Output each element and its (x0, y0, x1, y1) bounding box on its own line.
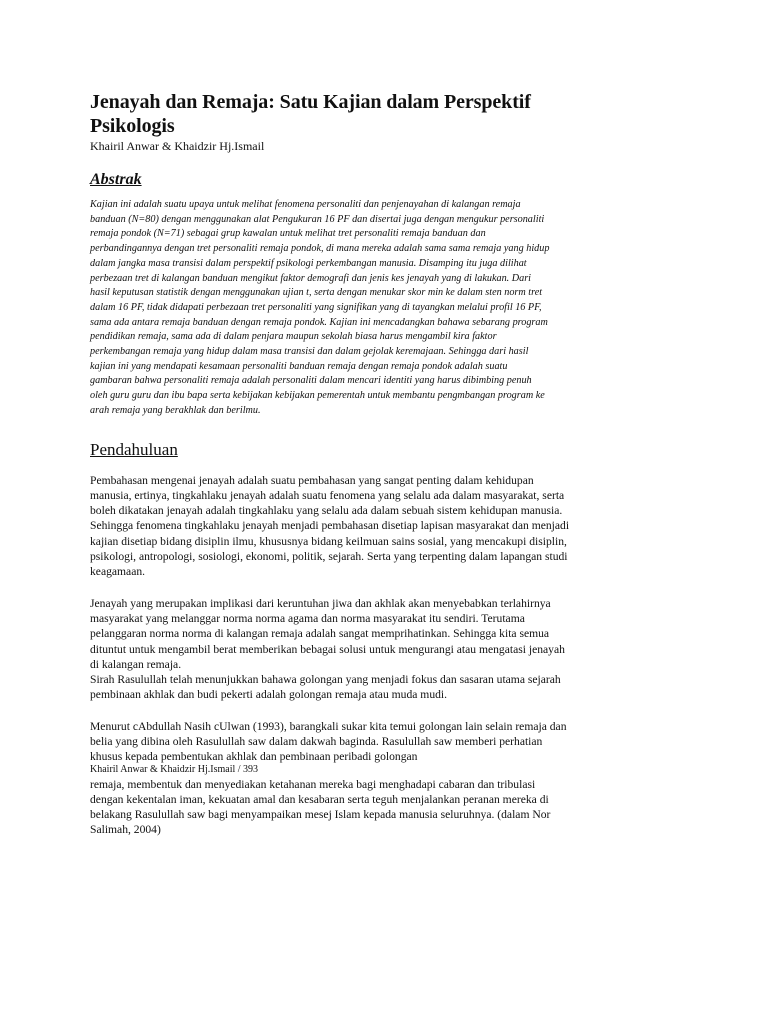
section-heading: Pendahuluan (90, 439, 178, 459)
authors-line: Khairil Anwar & Khaidzir Hj.Ismail (90, 139, 265, 153)
abstract-text: Kajian ini adalah suatu upaya untuk melihat fenomena personaliti dan penjenayahan di kalangan remaja banduan (N=80) dengan menggunakan alat Pengukuran 16 PF dan disertai juga dengan mengukur personaliti remaja pondok (N=71) sebagai grup kawalan untuk melihat tret personaliti remaja banduan dan perbandingannya dengan tret personaliti remaja pondok, di mana mereka adalah sama sama remaja yang hidup dalam jangka masa transisi dalam perspektif psikologi perkembangan manusia. Disamping itu juga dilihat perbezaan tret di kalangan banduan mengikut faktor demografi dan jenis kes jenayah yang di lakukan. Dari hasil keputusan statistik dengan menggunakan ujian t, serta dengan menukar skor min ke dalam sten norm tret dalam 16 PF, tidak didapati perbezaan tret personaliti yang signifikan yang di tayangkan melalui profil 16 PF, sama ada antara remaja banduan dengan remaja pondok. Kajian ini mencadangkan bahawa sebarang program pendidikan remaja, sama ada di dalam penjara maupun sekolah biasa harus mengambil kira faktor perkembangan remaja yang hidup dalam masa transisi dan dalam gejolak keremajaan. Sehingga dari hasil kajian ini yang mendapati kesamaan personaliti banduan remaja dengan remaja pondok adalah suatu gambaran bahwa personaliti remaja adalah personaliti dalam mencari identiti yang harus dibimbing penuh oleh guru guru dan ibu bapa serta kebijakan kebijakan pemerentah untuk membantu pengmbangan program ke arah remaja yang berakhlak dan berilmu. (90, 199, 550, 416)
abstract-heading: Abstrak (90, 171, 142, 188)
page-footer: Khairil Anwar & Khaidzir Hj.Ismail / 393 (90, 763, 259, 775)
paragraph: Pembahasan mengenai jenayah adalah suatu pembahasan yang sangat penting dalam kehidupan manusia, ertinya, tingkahlaku jenayah adalah suatu fenomena yang selalu ada dalam masyarakat, serta boleh dikatakan jenayah adalah tingkahlaku yang selalu ada dalam sebuah sistem kehidupan manusia. Sehingga fenomena tingkahlaku jenayah menjadi pembahasan disetiap lapisan masyarakat dan menjadi kajian disetiap bidang disiplin ilmu, khususnya bidang keilmuan sains sosial, yang mencakupi disiplin, psikologi, antropologi, sosiologi, ekonomi, politik, sejarah. Serta yang terpenting dalam lapangan studi keagamaan. (90, 473, 570, 579)
paragraph: remaja, membentuk dan menyediakan ketahanan mereka bagi menghadapi cabaran dan tribulasi dengan kekentalan iman, kekuatan amal dan kesabaran serta teguh menjalankan peranan mereka di belakang Rasulullah saw bagi menyampaikan mesej Islam kepada manusia seluruhnya. (dalam Nor Salimah, 2004) (90, 777, 551, 837)
paragraph: Sirah Rasulullah telah menunjukkan bahawa golongan yang menjadi fokus dan sasaran utama sejarah pembinaan akhlak dan budi pekerti adalah golongan remaja atau muda mudi. (90, 673, 561, 702)
paragraph: Menurut cAbdullah Nasih cUlwan (1993), barangkali sukar kita temui golongan lain selain remaja dan belia yang dibina oleh Rasulullah saw dalam dakwah baginda. Rasulullah saw memberi perhatian khusus kepada pembentukan akhlak dan pembinaan peribadi golongan (90, 719, 567, 764)
document-page (90, 90, 570, 838)
paragraph: Jenayah yang merupakan implikasi dari keruntuhan jiwa dan akhlak akan menyebabkan terlahirnya masyarakat yang melanggar norma norma agama dan norma masyarakat itu sendiri. Terutama pelanggaran norma norma di kalangan remaja adalah sangat memprihatinkan. Sehingga kita semua dituntut untuk mengambil berat memberikan bebagai solusi untuk mengurangi atau mengatasi jenayah di kalangan remaja. (90, 596, 565, 671)
document-title: Jenayah dan Remaja: Satu Kajian dalam Perspektif Psikologis (90, 91, 531, 137)
